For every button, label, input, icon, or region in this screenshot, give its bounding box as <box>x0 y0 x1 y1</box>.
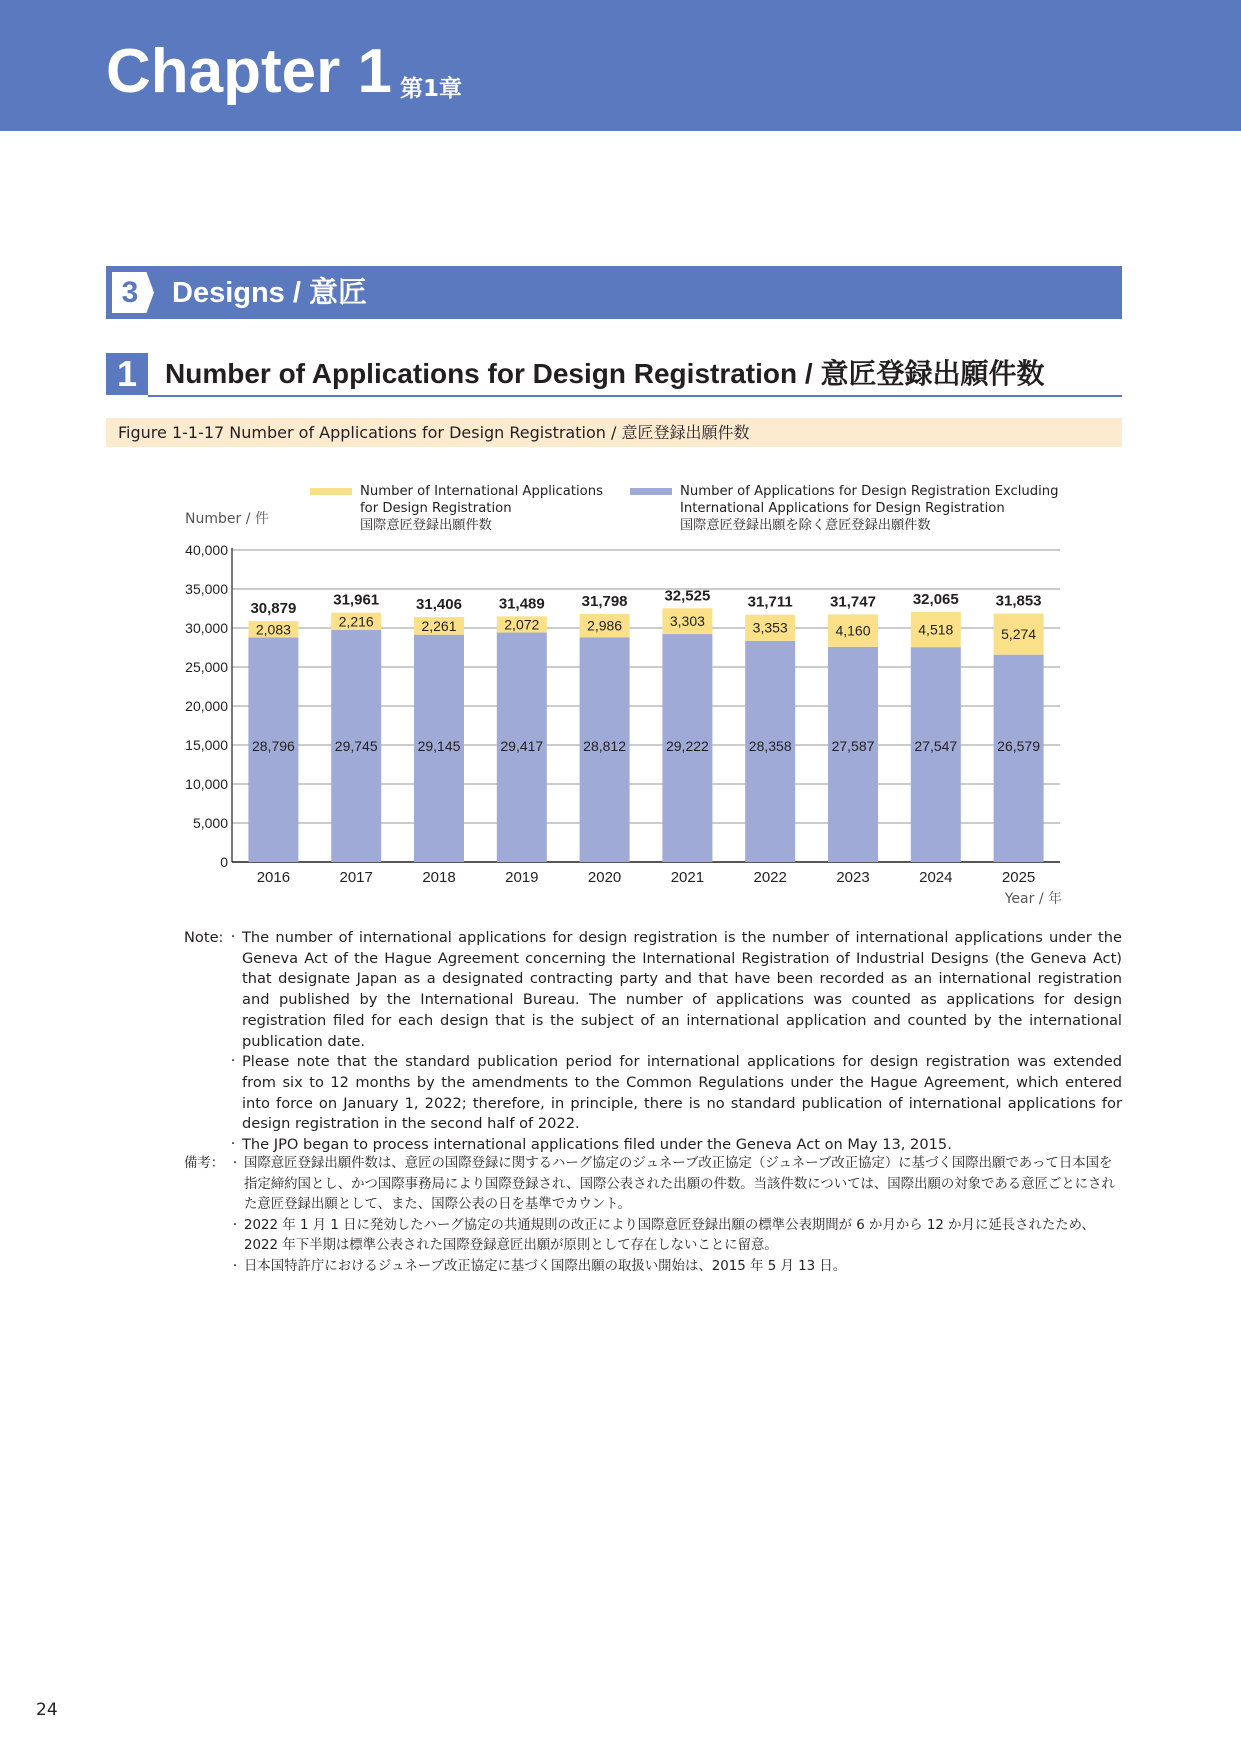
data-label-domestic: 26,579 <box>997 738 1041 754</box>
legend-label: Number of International Applications <box>360 484 603 499</box>
y-tick-label: 35,000 <box>185 581 228 597</box>
data-label-total: 31,798 <box>581 592 628 610</box>
legend-label: for Design Registration <box>360 501 512 516</box>
bar-domestic <box>911 647 961 862</box>
y-tick-label: 20,000 <box>185 698 228 714</box>
data-label-international: 5,274 <box>1001 626 1037 643</box>
y-tick-label: 0 <box>220 854 228 870</box>
y-axis-title: Number / 件 <box>185 511 269 527</box>
legend-swatch <box>310 488 352 495</box>
bar-domestic <box>828 647 878 862</box>
data-label-domestic: 29,222 <box>665 738 709 754</box>
note-item: ・ The number of international applications for design registration is the number of international applications under the Geneva Act of the Hague Agreement concerning the International Registration of Industrial Designs (the Geneva Act) that designate Japan as a designated contracting party and that have been recorded as an international registration and published by the International Bureau. The number of applications was counted as applications for design registration filed for each design that is the subject of an international application and counted by the international publication date. <box>236 928 1122 1052</box>
x-tick-label: 2020 <box>587 869 622 886</box>
data-label-international: 2,261 <box>421 617 457 634</box>
data-label-total: 31,406 <box>416 596 462 614</box>
y-tick-label: 5,000 <box>192 815 228 831</box>
data-label-total: 31,711 <box>747 593 793 611</box>
x-tick-label: 2024 <box>919 869 953 886</box>
data-label-domestic: 29,145 <box>417 738 461 754</box>
bar-domestic <box>994 655 1044 862</box>
y-tick-label: 15,000 <box>185 737 228 753</box>
note-item: ・ The JPO began to process international applications filed under the Geneva Act on May 13, 2015. <box>236 1135 1122 1156</box>
data-label-total: 31,489 <box>498 595 545 613</box>
note-item: ・ Please note that the standard publication period for international applications for design registration was extended from six to 12 months by the amendments to the Common Regulations under the Hague Agreement, which entered into force on January 1, 2022; therefore, in principle, there is no standard publication of international applications for design registration in the second half of 2022. <box>236 1052 1122 1135</box>
data-label-domestic: 29,417 <box>500 738 544 754</box>
y-tick-label: 40,000 <box>185 542 228 558</box>
x-tick-label: 2019 <box>505 869 539 886</box>
data-label-international: 4,518 <box>918 621 954 638</box>
data-label-total: 32,525 <box>664 587 711 605</box>
data-label-domestic: 29,745 <box>334 738 378 754</box>
stacked-bar-chart <box>0 470 1241 910</box>
data-label-total: 32,065 <box>912 590 959 608</box>
data-label-total: 31,853 <box>995 592 1042 610</box>
data-label-domestic: 28,812 <box>583 738 627 754</box>
data-label-domestic: 28,796 <box>251 738 295 754</box>
legend-swatch <box>630 488 672 495</box>
data-label-total: 31,961 <box>333 591 380 609</box>
x-tick-label: 2021 <box>670 869 705 886</box>
y-tick-label: 10,000 <box>185 776 228 792</box>
x-tick-label: 2018 <box>422 869 456 886</box>
data-label-international: 2,216 <box>338 613 374 630</box>
data-label-total: 30,879 <box>250 600 297 618</box>
note-item-jp: ・ 日本国特許庁におけるジュネーブ改正協定に基づく国際出願の取扱い開始は、2015 年 5 月 13 日。 <box>238 1257 1122 1278</box>
x-tick-label: 2016 <box>256 869 291 886</box>
note-item-jp: ・ 2022 年 1 月 1 日に発効したハーグ協定の共通規則の改正により国際意匠登録出願の標準公表期間が 6 か月から 12 か月に延長されたため、2022 年下半期は標準公表された国際登録意匠出願が原則として存在しないことに留意。 <box>238 1216 1122 1257</box>
data-label-international: 2,083 <box>255 621 291 638</box>
chapter-title: Chapter 1 <box>106 37 392 106</box>
notes-japanese <box>184 1154 1122 1277</box>
data-label-international: 3,353 <box>752 619 788 636</box>
notes-label: Note: <box>184 929 224 946</box>
data-label-international: 2,072 <box>504 616 540 633</box>
notes-label-jp: 備考： <box>184 1156 225 1171</box>
y-tick-label: 25,000 <box>185 659 228 675</box>
section-title: Designs / 意匠 <box>172 277 367 309</box>
legend-label: International Applications for Design Registration <box>680 501 1005 516</box>
note-item-jp: ・ 国際意匠登録出願件数は、意匠の国際登録に関するハーグ協定のジュネーブ改正協定（ジュネーブ改正協定）に基づく国際出願であって日本国を指定締約国とし、かつ国際事務局により国際登録され、国際公表された出願の件数。当該件数については、国際出願の対象である意匠ごとにされた意匠登録出願として、また、国際公表の日を基準でカウント。 <box>238 1154 1122 1216</box>
x-tick-label: 2017 <box>339 869 373 886</box>
data-label-international: 4,160 <box>835 622 871 639</box>
data-label-domestic: 27,587 <box>831 738 875 754</box>
data-label-domestic: 27,547 <box>914 738 958 754</box>
x-tick-label: 2023 <box>836 869 870 886</box>
notes-english <box>184 928 1122 1156</box>
y-tick-label: 30,000 <box>185 620 228 636</box>
data-label-domestic: 28,358 <box>748 738 792 754</box>
x-tick-label: 2022 <box>753 869 787 886</box>
data-label-international: 2,986 <box>587 617 623 634</box>
subsection-underline <box>148 395 1122 397</box>
chapter-title-jp: 第1章 <box>400 76 463 102</box>
x-tick-label: 2025 <box>1001 869 1036 886</box>
section-number: 3 <box>121 276 139 309</box>
data-label-total: 31,747 <box>830 593 876 611</box>
legend-label: Number of Applications for Design Registration Excluding <box>680 484 1059 499</box>
legend-label: 国際意匠登録出願を除く意匠登録出願件数 <box>680 518 931 533</box>
figure-caption: Figure 1-1-17 Number of Applications for Design Registration / 意匠登録出願件数 <box>118 423 750 442</box>
subsection-title: Number of Applications for Design Registration / 意匠登録出願件数 <box>165 358 1045 389</box>
page-number: 24 <box>36 1700 58 1720</box>
x-axis-title: Year / 年 <box>1004 891 1062 907</box>
subsection-number: 1 <box>116 353 138 394</box>
legend-label: 国際意匠登録出願件数 <box>360 518 492 533</box>
data-label-international: 3,303 <box>669 613 705 630</box>
